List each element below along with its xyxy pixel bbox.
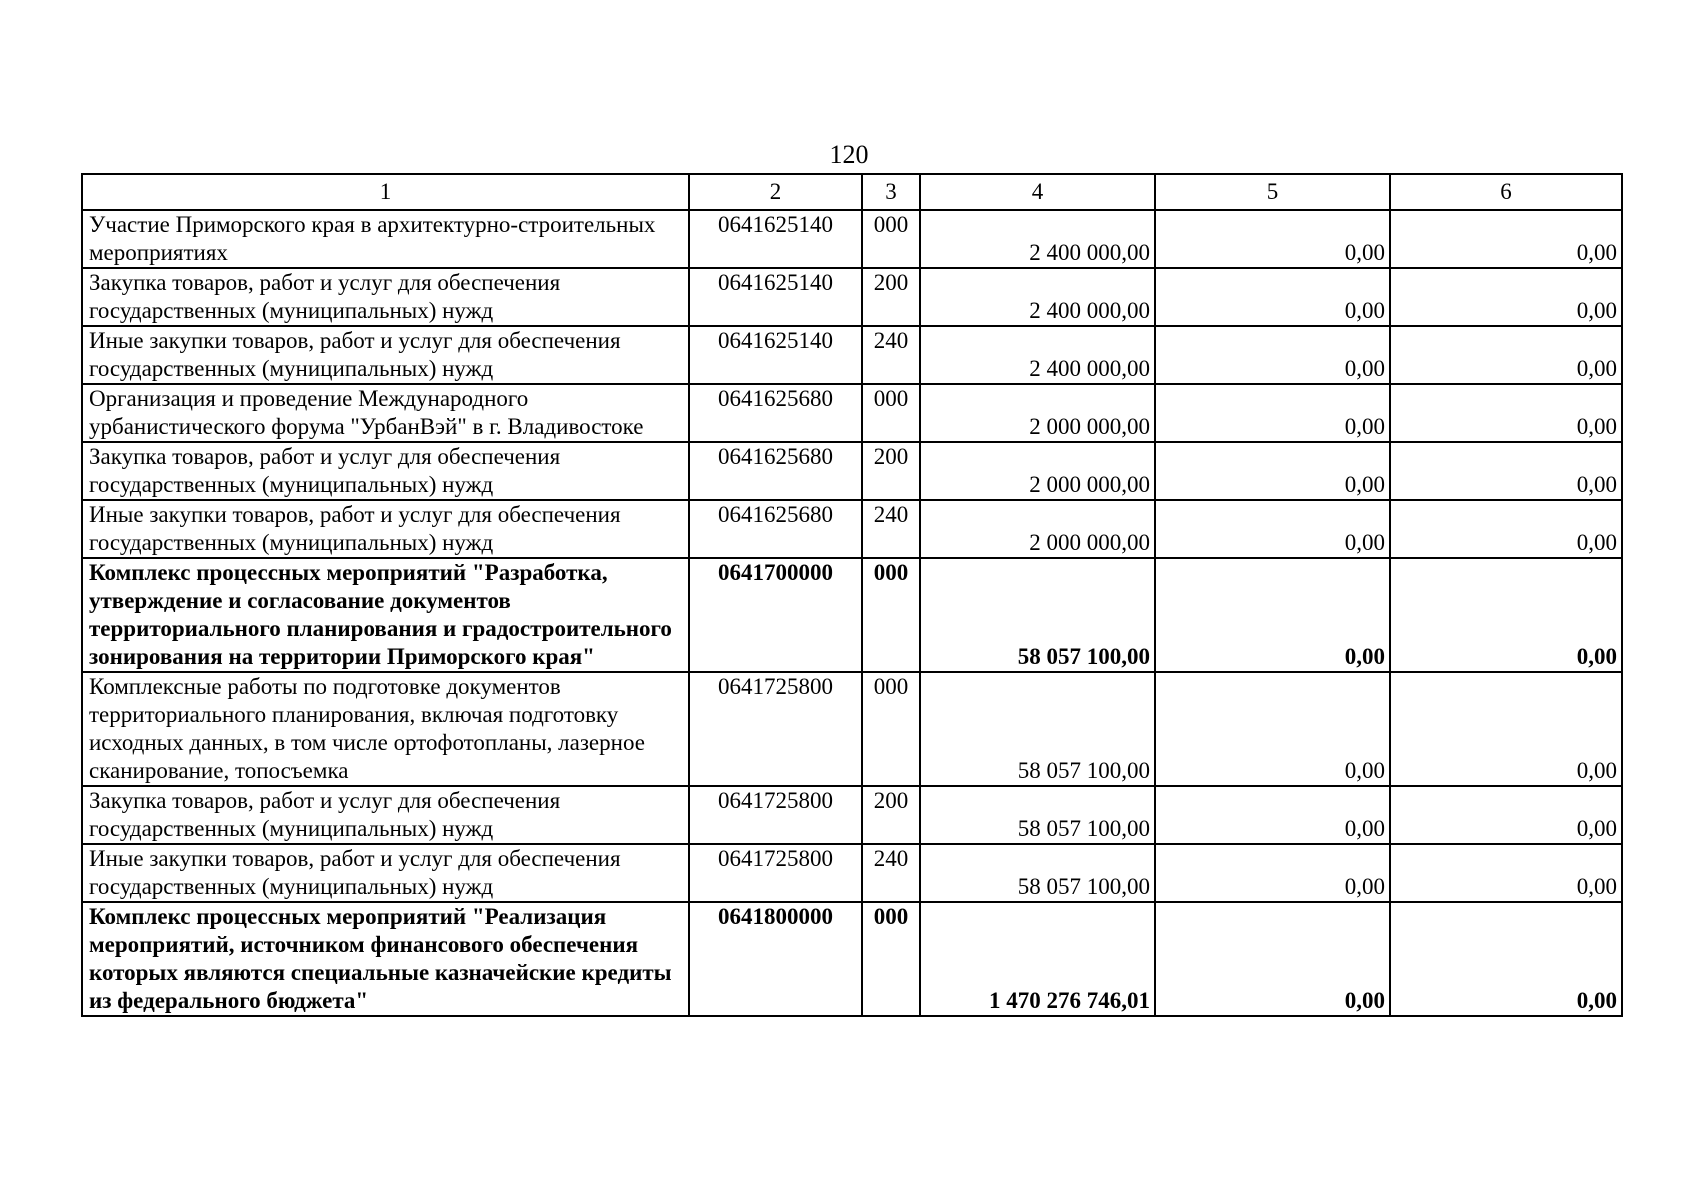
row-name: Закупка товаров, работ и услуг для обеспечения государственных (муниципальных) нужд	[82, 442, 689, 500]
row-amount-col5: 0,00	[1155, 558, 1390, 672]
row-target-article-code: 0641625680	[689, 500, 862, 558]
row-amount-col5: 0,00	[1155, 384, 1390, 442]
row-amount-col6: 0,00	[1390, 558, 1622, 672]
column-header-1: 1	[82, 174, 689, 210]
table-row	[82, 384, 1622, 442]
row-amount-col6: 0,00	[1390, 268, 1622, 326]
row-target-article-code: 0641625140	[689, 326, 862, 384]
row-amount-col4: 2 000 000,00	[920, 442, 1155, 500]
row-amount-col5: 0,00	[1155, 326, 1390, 384]
table-body	[82, 210, 1622, 1016]
table-row	[82, 442, 1622, 500]
row-amount-col6: 0,00	[1390, 442, 1622, 500]
table-row	[82, 500, 1622, 558]
column-header-5: 5	[1155, 174, 1390, 210]
table-row	[82, 672, 1622, 786]
row-amount-col4: 2 400 000,00	[920, 268, 1155, 326]
row-target-article-code: 0641725800	[689, 672, 862, 786]
row-amount-col5: 0,00	[1155, 500, 1390, 558]
row-name: Закупка товаров, работ и услуг для обеспечения государственных (муниципальных) нужд	[82, 786, 689, 844]
row-name: Комплекс процессных мероприятий "Разработка, утверждение и согласование документов территориального планирования и градостроительного зонирования на территории Приморского края"	[82, 558, 689, 672]
row-target-article-code: 0641625140	[689, 268, 862, 326]
row-expense-type-code: 240	[862, 844, 920, 902]
row-amount-col6: 0,00	[1390, 672, 1622, 786]
row-amount-col4: 2 400 000,00	[920, 210, 1155, 268]
row-name: Комплекс процессных мероприятий "Реализация мероприятий, источником финансового обеспечения которых являются специальные казначейские кредиты из федерального бюджета"	[82, 902, 689, 1016]
row-amount-col4: 58 057 100,00	[920, 672, 1155, 786]
row-target-article-code: 0641625680	[689, 442, 862, 500]
row-expense-type-code: 000	[862, 210, 920, 268]
row-amount-col4: 2 400 000,00	[920, 326, 1155, 384]
row-amount-col6: 0,00	[1390, 384, 1622, 442]
column-header-3: 3	[862, 174, 920, 210]
table-row	[82, 902, 1622, 1016]
row-name: Комплексные работы по подготовке документов территориального планирования, включая подготовку исходных данных, в том числе ортофотопланы, лазерное сканирование, топосъемка	[82, 672, 689, 786]
budget-table	[81, 173, 1623, 1017]
row-name: Иные закупки товаров, работ и услуг для обеспечения государственных (муниципальных) нужд	[82, 326, 689, 384]
row-name: Организация и проведение Международного урбанистического форума "УрбанВэй" в г. Владивостоке	[82, 384, 689, 442]
row-amount-col4: 58 057 100,00	[920, 844, 1155, 902]
row-amount-col5: 0,00	[1155, 442, 1390, 500]
row-amount-col5: 0,00	[1155, 672, 1390, 786]
row-amount-col4: 1 470 276 746,01	[920, 902, 1155, 1016]
row-amount-col6: 0,00	[1390, 786, 1622, 844]
row-amount-col5: 0,00	[1155, 844, 1390, 902]
row-expense-type-code: 240	[862, 500, 920, 558]
table-row	[82, 844, 1622, 902]
row-name: Иные закупки товаров, работ и услуг для обеспечения государственных (муниципальных) нужд	[82, 844, 689, 902]
row-expense-type-code: 000	[862, 384, 920, 442]
row-target-article-code: 0641625140	[689, 210, 862, 268]
row-amount-col6: 0,00	[1390, 210, 1622, 268]
row-expense-type-code: 200	[862, 786, 920, 844]
table-row	[82, 786, 1622, 844]
row-amount-col5: 0,00	[1155, 210, 1390, 268]
row-target-article-code: 0641700000	[689, 558, 862, 672]
table-row	[82, 558, 1622, 672]
column-header-4: 4	[920, 174, 1155, 210]
column-header-6: 6	[1390, 174, 1622, 210]
row-name: Закупка товаров, работ и услуг для обеспечения государственных (муниципальных) нужд	[82, 268, 689, 326]
row-amount-col4: 2 000 000,00	[920, 384, 1155, 442]
header-row	[82, 174, 1622, 210]
row-target-article-code: 0641725800	[689, 844, 862, 902]
row-target-article-code: 0641625680	[689, 384, 862, 442]
row-amount-col6: 0,00	[1390, 844, 1622, 902]
row-amount-col5: 0,00	[1155, 786, 1390, 844]
row-amount-col6: 0,00	[1390, 326, 1622, 384]
row-amount-col4: 58 057 100,00	[920, 786, 1155, 844]
row-expense-type-code: 000	[862, 902, 920, 1016]
row-expense-type-code: 000	[862, 558, 920, 672]
row-amount-col5: 0,00	[1155, 902, 1390, 1016]
page-number: 120	[829, 140, 869, 169]
row-expense-type-code: 200	[862, 442, 920, 500]
row-amount-col4: 2 000 000,00	[920, 500, 1155, 558]
row-amount-col5: 0,00	[1155, 268, 1390, 326]
row-amount-col6: 0,00	[1390, 500, 1622, 558]
row-name: Иные закупки товаров, работ и услуг для обеспечения государственных (муниципальных) нужд	[82, 500, 689, 558]
row-expense-type-code: 000	[862, 672, 920, 786]
table-row	[82, 326, 1622, 384]
row-expense-type-code: 240	[862, 326, 920, 384]
table-row	[82, 268, 1622, 326]
table-row	[82, 210, 1622, 268]
row-target-article-code: 0641725800	[689, 786, 862, 844]
row-expense-type-code: 200	[862, 268, 920, 326]
row-amount-col4: 58 057 100,00	[920, 558, 1155, 672]
row-amount-col6: 0,00	[1390, 902, 1622, 1016]
row-target-article-code: 0641800000	[689, 902, 862, 1016]
row-name: Участие Приморского края в архитектурно-строительных мероприятиях	[82, 210, 689, 268]
column-header-2: 2	[689, 174, 862, 210]
